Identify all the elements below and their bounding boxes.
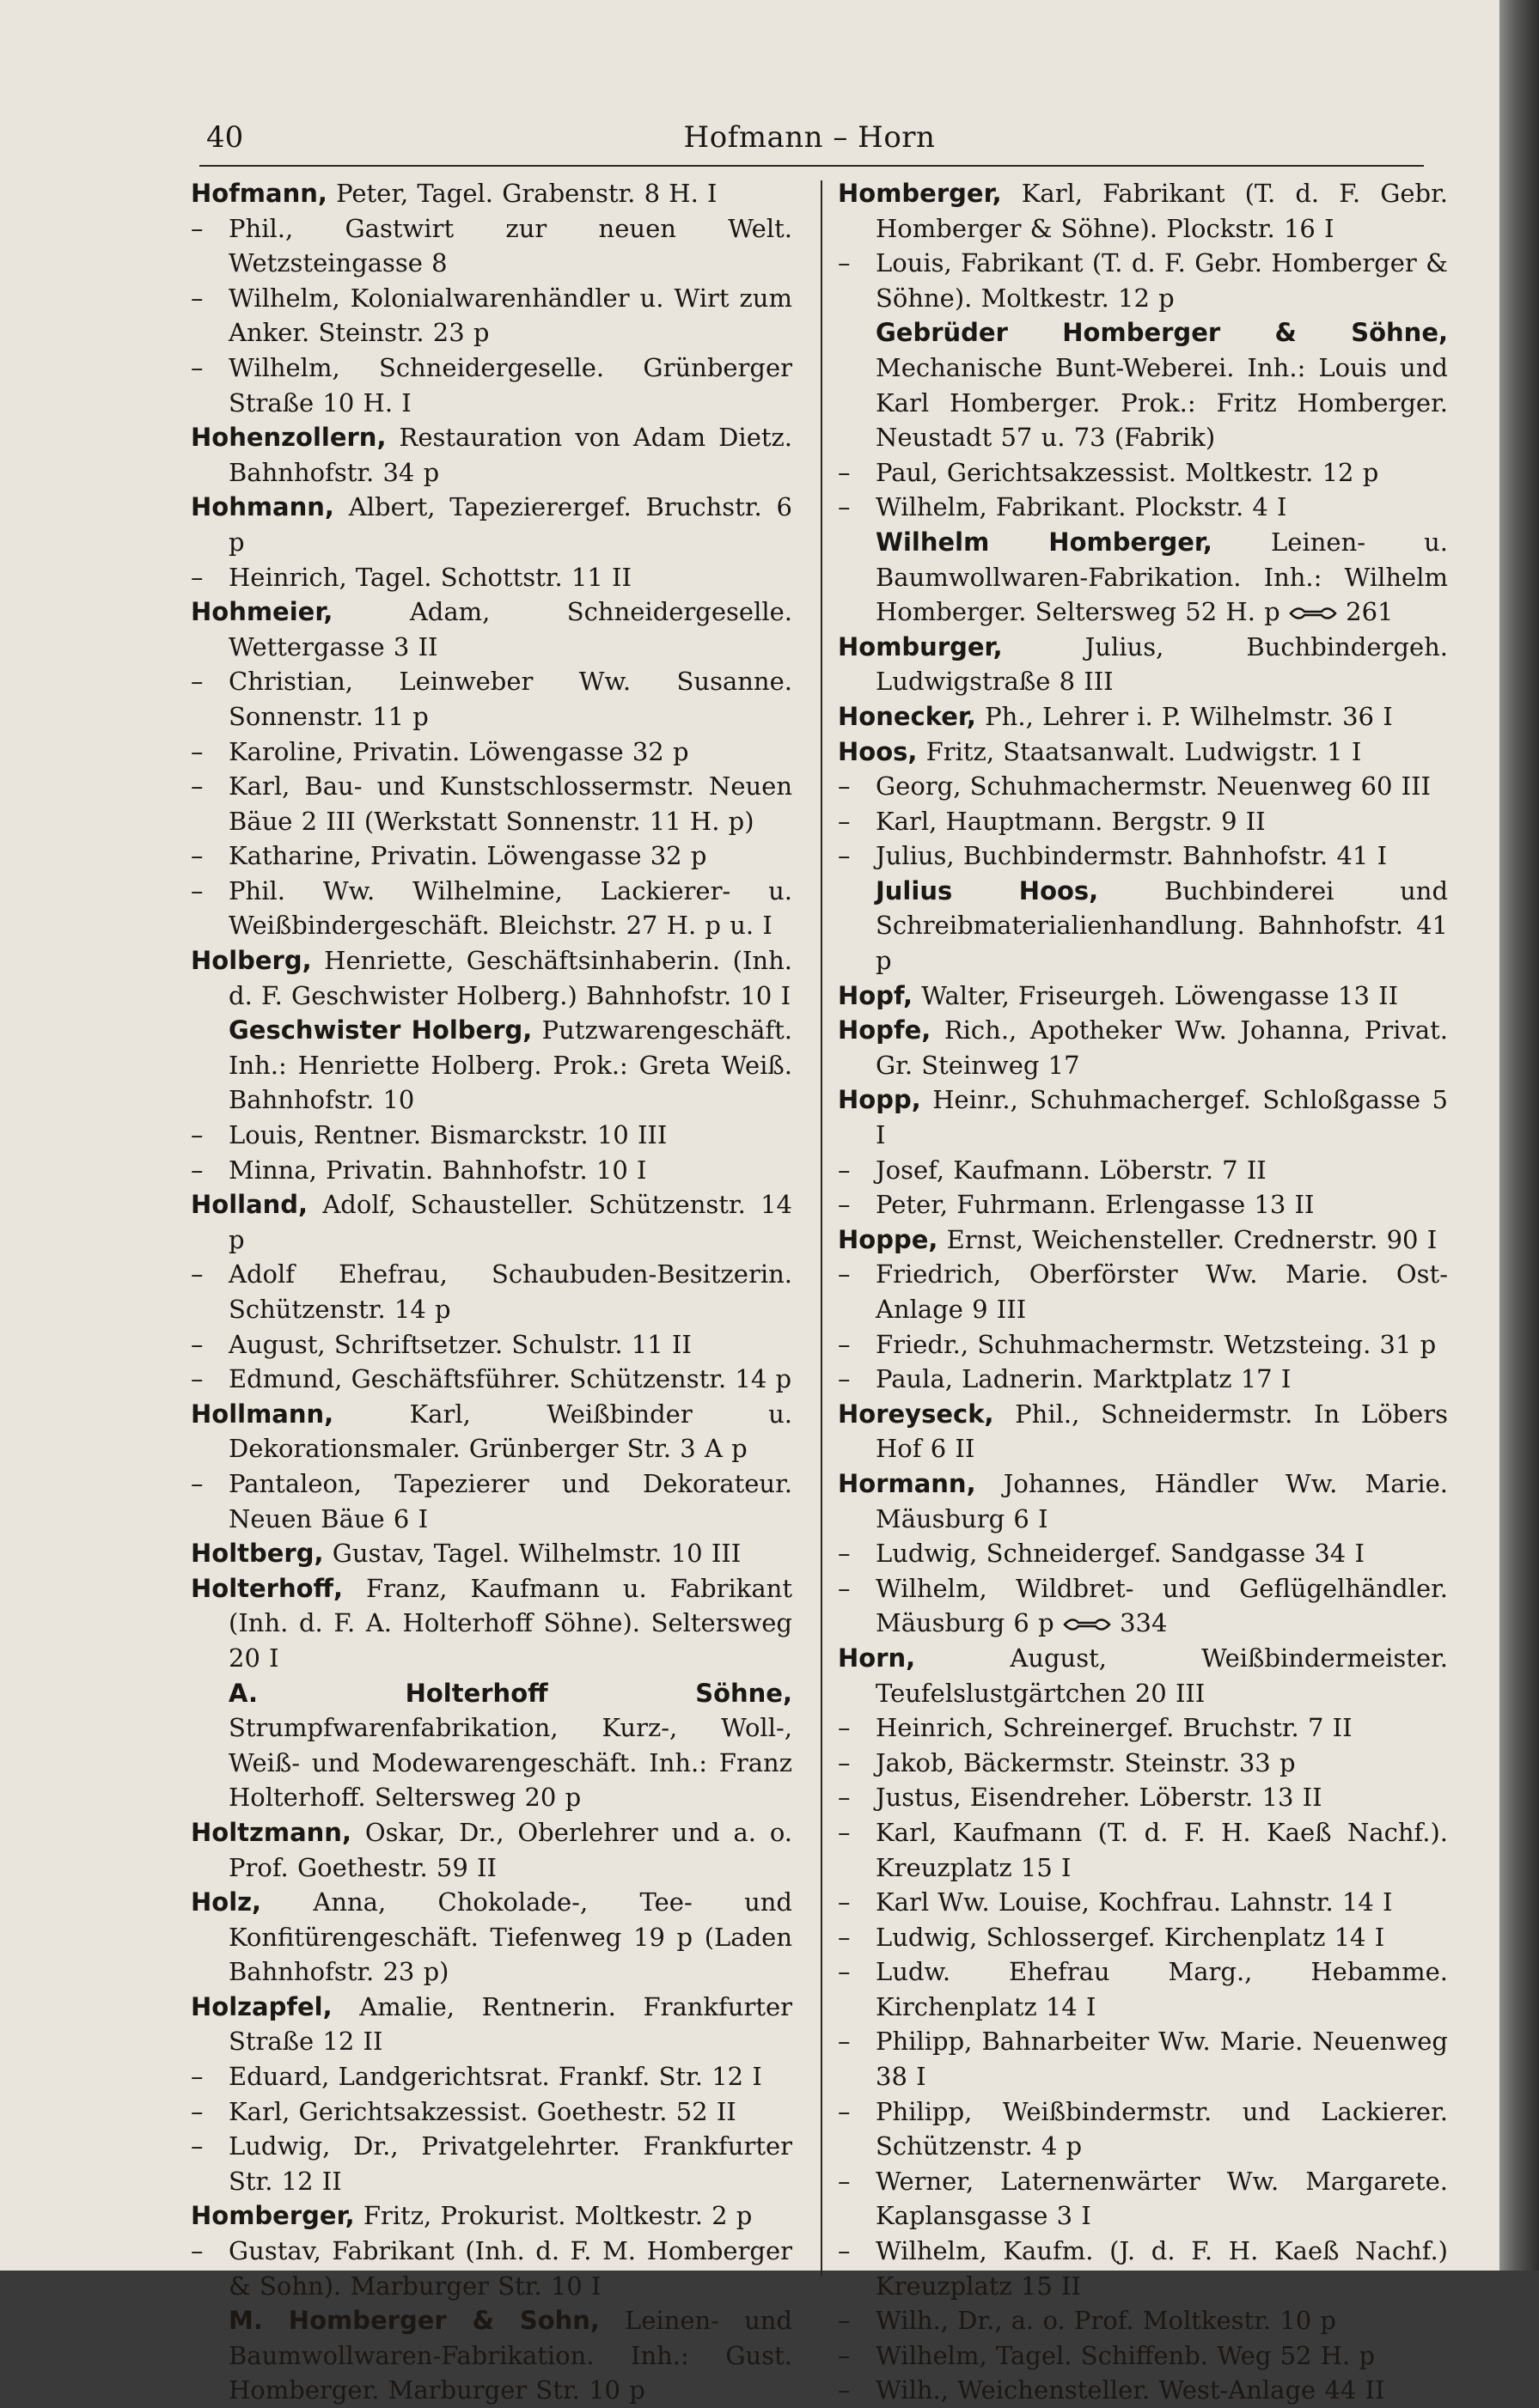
directory-entry bbox=[191, 420, 792, 490]
directory-entry bbox=[838, 1954, 1448, 2024]
directory-entry bbox=[191, 1815, 792, 1885]
directory-entry bbox=[191, 1362, 792, 1397]
entry-name: Holtberg, bbox=[191, 1539, 324, 1569]
ditto-dash: – bbox=[838, 1887, 851, 1917]
ditto-dash: – bbox=[838, 1329, 851, 1359]
directory-entry bbox=[838, 1746, 1448, 1781]
directory-entry bbox=[838, 1536, 1448, 1571]
ditto-dash: – bbox=[838, 1259, 851, 1289]
entry-text: Minna, Privatin. Bahnhofstr. 10 I bbox=[229, 1155, 647, 1185]
directory-entry bbox=[838, 1885, 1448, 1920]
ditto-dash: – bbox=[191, 2062, 204, 2092]
directory-entry bbox=[191, 594, 792, 664]
entry-text: Adolf, Schausteller. Schützenstr. 14 p bbox=[229, 1190, 792, 1254]
entry-text: Restauration von Adam Dietz. Bahnhofstr. 34 p bbox=[229, 423, 793, 487]
entry-name: Geschwister Holberg, bbox=[229, 1015, 533, 1045]
entry-name: Holterhoff, bbox=[191, 1573, 344, 1603]
entry-name: Horeyseck, bbox=[838, 1399, 994, 1429]
entry-name: Horn, bbox=[838, 1643, 916, 1673]
ditto-dash: – bbox=[838, 457, 851, 487]
ditto-dash: – bbox=[838, 1957, 851, 1987]
entry-name: Hopp, bbox=[838, 1085, 921, 1115]
entry-text: Fritz, Prokurist. Moltkestr. 2 p bbox=[363, 2201, 753, 2231]
ditto-dash: – bbox=[191, 736, 204, 766]
directory-entry bbox=[191, 560, 792, 595]
directory-entry bbox=[191, 2059, 792, 2094]
entry-text: Edmund, Geschäftsführer. Schützenstr. 14 p bbox=[229, 1364, 792, 1394]
entry-name: Holz, bbox=[191, 1887, 262, 1917]
directory-entry bbox=[838, 2094, 1448, 2164]
entry-text: Ludwig, Schneidergef. Sandgasse 34 I bbox=[876, 1539, 1365, 1569]
entry-text: Karl, Kaufmann (T. d. F. H. Kaeß Nachf.). Kreuzplatz 15 I bbox=[876, 1817, 1448, 1882]
entry-text: Karl, Gerichtsakzessist. Goethestr. 52 II bbox=[229, 2096, 736, 2126]
entry-text: Philipp, Bahnarbeiter Ww. Marie. Neuenweg 38 I bbox=[876, 2027, 1448, 2092]
phone-number: 261 bbox=[1336, 597, 1394, 627]
firm-entry bbox=[838, 874, 1448, 978]
directory-entry bbox=[838, 1641, 1448, 1710]
entry-name: Holland, bbox=[191, 1190, 308, 1220]
directory-entry bbox=[191, 1885, 792, 1990]
entry-text: Heinrich, Tagel. Schottstr. 11 II bbox=[229, 562, 632, 592]
entry-text: Leinen- u. Baumwollwaren-Fabrikation. Inh.: Wilhelm Homberger. Seltersweg 52 H. p bbox=[876, 527, 1449, 627]
entry-text: Karl, Bau- und Kunstschlossermstr. Neuen Bäue 2 III (Werkstatt Sonnenstr. 11 H. p) bbox=[229, 771, 792, 836]
directory-entry bbox=[838, 978, 1448, 1014]
ditto-dash: – bbox=[191, 2096, 204, 2126]
directory-entry bbox=[838, 1466, 1448, 1536]
directory-entry bbox=[838, 1920, 1448, 1955]
entry-name: M. Homberger & Sohn, bbox=[229, 2306, 600, 2336]
entry-text: Phil., Schneidermstr. In Löbers Hof 6 II bbox=[876, 1399, 1449, 1464]
ditto-dash: – bbox=[838, 1783, 851, 1813]
entry-text: Philipp, Weißbindermstr. und Lackierer. Schützenstr. 4 p bbox=[876, 2096, 1448, 2161]
directory-entry bbox=[191, 1153, 792, 1188]
entry-name: Homberger, bbox=[191, 2201, 355, 2231]
directory-entry bbox=[191, 2129, 792, 2198]
ditto-dash: – bbox=[838, 1155, 851, 1185]
entry-text: Justus, Eisendreher. Löberstr. 13 II bbox=[876, 1783, 1322, 1813]
entry-name: Holtzmann, bbox=[191, 1817, 351, 1847]
directory-entry bbox=[838, 246, 1448, 315]
ditto-dash: – bbox=[191, 283, 204, 313]
entry-text: Wilhelm, Kaufm. (J. d. F. H. Kaeß Nachf.) Kreuzplatz 15 II bbox=[876, 2236, 1448, 2301]
directory-entry bbox=[191, 664, 792, 734]
entry-text: Henriette, Geschäftsinhaberin. (Inh. d. F. Geschwister Holberg.) Bahnhofstr. 10 I bbox=[229, 946, 793, 1010]
entry-text: Friedrich, Oberförster Ww. Marie. Ost-Anlage 9 III bbox=[876, 1259, 1448, 1324]
ditto-dash: – bbox=[838, 492, 851, 522]
entry-text: Karl, Weißbinder u. Dekorationsmaler. Grünberger Str. 3 A p bbox=[229, 1399, 792, 1464]
directory-entry bbox=[838, 2164, 1448, 2234]
entry-text: Oskar, Dr., Oberlehrer und a. o. Prof. Goethestr. 59 II bbox=[229, 1817, 792, 1882]
entry-name: Hopf, bbox=[838, 980, 913, 1010]
entry-text: Christian, Leinweber Ww. Susanne. Sonnenstr. 11 p bbox=[229, 667, 792, 731]
firm-entry bbox=[191, 2303, 792, 2408]
entry-text: Leinen- und Baumwollwaren-Fabrikation. Inh.: Gust. Homberger. Marburger Str. 10 p bbox=[229, 2306, 792, 2405]
entry-name: Hohmann, bbox=[191, 492, 334, 522]
running-title: Hofmann – Horn bbox=[683, 120, 936, 155]
entry-name: Hohmeier, bbox=[191, 597, 333, 627]
ditto-dash: – bbox=[838, 1190, 851, 1220]
phone-number: 334 bbox=[1110, 1608, 1168, 1638]
entry-name: Homberger, bbox=[838, 179, 1002, 208]
directory-entry bbox=[838, 1327, 1448, 1363]
directory-entry bbox=[838, 1362, 1448, 1397]
entry-text: Adolf Ehefrau, Schaubuden-Besitzerin. Schützenstr. 14 p bbox=[229, 1259, 792, 1324]
directory-entry bbox=[191, 176, 792, 211]
ditto-dash: – bbox=[838, 1364, 851, 1394]
directory-entry bbox=[838, 1082, 1448, 1152]
ditto-dash: – bbox=[838, 2306, 851, 2336]
ditto-dash: – bbox=[191, 1120, 204, 1150]
directory-entry bbox=[838, 455, 1448, 491]
ditto-dash: – bbox=[838, 2236, 851, 2266]
entry-name: Gebrüder Homberger & Söhne, bbox=[876, 318, 1448, 348]
directory-entry bbox=[838, 2338, 1448, 2374]
directory-entry bbox=[191, 351, 792, 420]
directory-entry bbox=[838, 2303, 1448, 2338]
directory-entry bbox=[838, 1710, 1448, 1746]
directory-entry bbox=[191, 1397, 792, 1466]
ditto-dash: – bbox=[191, 1329, 204, 1359]
ditto-dash: – bbox=[191, 667, 204, 697]
directory-entry bbox=[838, 1397, 1448, 1466]
entry-text: Karoline, Privatin. Löwengasse 32 p bbox=[229, 736, 689, 766]
directory-entry bbox=[191, 1536, 792, 1571]
ditto-dash: – bbox=[838, 2375, 851, 2405]
directory-entry bbox=[191, 211, 792, 281]
directory-entry bbox=[838, 490, 1448, 525]
entry-name: Julius Hoos, bbox=[876, 875, 1099, 905]
entry-text: Wilh., Weichensteller. West-Anlage 44 II bbox=[876, 2375, 1385, 2405]
entry-text: Ludwig, Dr., Privatgelehrter. Frankfurter Str. 12 II bbox=[229, 2131, 792, 2196]
ditto-dash: – bbox=[191, 1468, 204, 1498]
column-divider bbox=[821, 180, 822, 2277]
entry-text: Franz, Kaufmann u. Fabrikant (Inh. d. F. A. Holterhoff Söhne). Seltersweg 20 I bbox=[229, 1573, 792, 1673]
entry-name: Holberg, bbox=[191, 946, 312, 976]
directory-entry bbox=[838, 2024, 1448, 2094]
ditto-dash: – bbox=[838, 806, 851, 836]
right-column bbox=[838, 176, 1448, 2408]
ditto-dash: – bbox=[191, 1259, 204, 1289]
directory-entry bbox=[191, 943, 792, 1013]
entry-text: Ludwig, Schlossergef. Kirchenplatz 14 I bbox=[876, 1922, 1385, 1952]
entry-text: August, Schriftsetzer. Schulstr. 11 II bbox=[229, 1329, 692, 1359]
entry-text: Katharine, Privatin. Löwengasse 32 p bbox=[229, 841, 707, 871]
ditto-dash: – bbox=[838, 2096, 851, 2126]
ditto-dash: – bbox=[191, 352, 204, 382]
directory-entry bbox=[838, 2373, 1448, 2408]
entry-text: Gustav, Fabrikant (Inh. d. F. M. Homberger & Sohn). Marburger Str. 10 I bbox=[229, 2236, 792, 2301]
entry-text: Karl Ww. Louise, Kochfrau. Lahnstr. 14 I bbox=[876, 1887, 1393, 1917]
entry-text: Ludw. Ehefrau Marg., Hebamme. Kirchenplatz 14 I bbox=[876, 1957, 1448, 2021]
directory-entry bbox=[838, 630, 1448, 699]
entry-text: Albert, Tapezierergef. Bruchstr. 6 p bbox=[229, 492, 792, 557]
entry-name: Honecker, bbox=[838, 701, 976, 731]
entry-text: Johannes, Händler Ww. Marie. Mäusburg 6 I bbox=[876, 1468, 1449, 1533]
directory-entry bbox=[838, 1222, 1448, 1258]
entry-text: Heinr., Schuhmachergef. Schloßgasse 5 I bbox=[876, 1085, 1449, 1150]
directory-entry bbox=[191, 838, 792, 874]
directory-entry bbox=[191, 2198, 792, 2234]
entry-text: Peter, Tagel. Grabenstr. 8 H. I bbox=[336, 179, 718, 208]
entry-text: Eduard, Landgerichtsrat. Frankf. Str. 12 I bbox=[229, 2062, 762, 2092]
entry-name: Homburger, bbox=[838, 631, 1003, 661]
ditto-dash: – bbox=[838, 771, 851, 802]
entry-text: Jakob, Bäckermstr. Steinstr. 33 p bbox=[876, 1747, 1296, 1777]
left-column bbox=[191, 176, 792, 2408]
ditto-dash: – bbox=[191, 771, 204, 802]
page-edge bbox=[1499, 0, 1539, 2271]
entry-text: Strumpfwarenfabrikation, Kurz-, Woll-, Weiß- und Modewarengeschäft. Inh.: Franz Holterhoff. Seltersweg 20 p bbox=[229, 1713, 792, 1813]
ditto-dash: – bbox=[838, 841, 851, 871]
directory-entry bbox=[191, 874, 792, 943]
ditto-dash: – bbox=[838, 248, 851, 278]
ditto-dash: – bbox=[838, 1573, 851, 1603]
directory-entry bbox=[838, 1815, 1448, 1885]
directory-entry bbox=[838, 699, 1448, 735]
entry-name: Hofmann, bbox=[191, 179, 327, 208]
entry-text: Julius, Buchbindergeh. Ludwigstraße 8 III bbox=[876, 631, 1448, 697]
directory-entry bbox=[838, 769, 1448, 804]
directory-entry bbox=[191, 1466, 792, 1536]
directory-entry bbox=[838, 838, 1448, 874]
ditto-dash: – bbox=[838, 2027, 851, 2057]
entry-text: Phil., Gastwirt zur neuen Welt. Wetzsteingasse 8 bbox=[229, 213, 792, 278]
entry-text: Wilhelm, Tagel. Schiffenb. Weg 52 H. p bbox=[876, 2340, 1376, 2370]
directory-entry bbox=[838, 735, 1448, 770]
entry-text: Wilhelm, Wildbret- und Geflügelhändler. Mäusburg 6 p bbox=[876, 1573, 1448, 1638]
entry-name: Wilhelm Homberger, bbox=[876, 527, 1212, 557]
entry-text: Rich., Apotheker Ww. Johanna, Privat. Gr. Steinweg 17 bbox=[876, 1015, 1448, 1080]
entry-text: Adam, Schneidergeselle. Wettergasse 3 II bbox=[229, 597, 792, 661]
entry-text: Josef, Kaufmann. Löberstr. 7 II bbox=[876, 1155, 1267, 1185]
ditto-dash: – bbox=[191, 213, 204, 243]
entry-text: Phil. Ww. Wilhelmine, Lackierer- u. Weißbindergeschäft. Bleichstr. 27 H. p u. I bbox=[229, 875, 792, 941]
entry-text: Ph., Lehrer i. P. Wilhelmstr. 36 I bbox=[985, 701, 1393, 731]
ditto-dash: – bbox=[191, 1155, 204, 1185]
entry-text: Buchbinderei und Schreibmaterialienhandlung. Bahnhofstr. 41 p bbox=[876, 875, 1449, 976]
page-header bbox=[199, 120, 1420, 163]
directory-entry bbox=[191, 1118, 792, 1153]
entry-name: Holzapfel, bbox=[191, 1991, 333, 2021]
ditto-dash: – bbox=[838, 1539, 851, 1569]
ditto-dash: – bbox=[191, 562, 204, 592]
ditto-dash: – bbox=[191, 875, 204, 905]
entry-name: Hopfe, bbox=[838, 1015, 931, 1045]
entry-text: Georg, Schuhmachermstr. Neuenweg 60 III bbox=[876, 771, 1431, 802]
directory-entry bbox=[838, 1571, 1448, 1641]
firm-entry bbox=[191, 1676, 792, 1815]
directory-entry bbox=[191, 1257, 792, 1326]
ditto-dash: – bbox=[191, 841, 204, 871]
ditto-dash: – bbox=[838, 1713, 851, 1743]
entry-text: Karl, Hauptmann. Bergstr. 9 II bbox=[876, 806, 1266, 836]
firm-entry bbox=[838, 525, 1448, 630]
entry-text: Wilhelm, Kolonialwarenhändler u. Wirt zum Anker. Steinstr. 23 p bbox=[229, 283, 792, 348]
directory-entry bbox=[191, 2234, 792, 2303]
ditto-dash: – bbox=[191, 2236, 204, 2266]
entry-text: Wilh., Dr., a. o. Prof. Moltkestr. 10 p bbox=[876, 2306, 1336, 2336]
entry-text: Walter, Friseurgeh. Löwengasse 13 II bbox=[921, 980, 1399, 1010]
firm-entry bbox=[838, 315, 1448, 454]
entry-text: Paula, Ladnerin. Marktplatz 17 I bbox=[876, 1364, 1292, 1394]
entry-text: Julius, Buchbindermstr. Bahnhofstr. 41 I bbox=[876, 841, 1388, 871]
entry-text: Wilhelm, Schneidergeselle. Grünberger Straße 10 H. I bbox=[229, 352, 792, 418]
entry-text: Karl, Fabrikant (T. d. F. Gebr. Homberger & Söhne). Plockstr. 16 I bbox=[876, 179, 1448, 243]
entry-name: Hormann, bbox=[838, 1468, 976, 1498]
directory-entry bbox=[191, 490, 792, 559]
entry-text: Werner, Laternenwärter Ww. Margarete. Kaplansgasse 3 I bbox=[876, 2166, 1448, 2231]
directory-entry bbox=[191, 1571, 792, 1676]
directory-entry bbox=[191, 1990, 792, 2059]
telephone-icon bbox=[1289, 606, 1337, 621]
directory-entry bbox=[838, 176, 1448, 246]
ditto-dash: – bbox=[838, 1747, 851, 1777]
ditto-dash: – bbox=[838, 2166, 851, 2196]
ditto-dash: – bbox=[838, 1817, 851, 1847]
directory-entry bbox=[191, 1327, 792, 1363]
entry-name: Hohenzollern, bbox=[191, 423, 387, 453]
telephone-icon bbox=[1063, 1617, 1111, 1632]
directory-entry bbox=[838, 1780, 1448, 1815]
entry-text: Fritz, Staatsanwalt. Ludwigstr. 1 I bbox=[925, 736, 1362, 766]
directory-entry bbox=[838, 1257, 1448, 1326]
ditto-dash: – bbox=[838, 1922, 851, 1952]
ditto-dash: – bbox=[191, 2131, 204, 2161]
directory-entry bbox=[838, 804, 1448, 839]
entry-text: Gustav, Tagel. Wilhelmstr. 10 III bbox=[332, 1539, 742, 1569]
header-rule bbox=[199, 165, 1424, 167]
entry-text: Friedr., Schuhmachermstr. Wetzsteing. 31 p bbox=[876, 1329, 1437, 1359]
firm-entry bbox=[191, 1013, 792, 1118]
entry-name: Hoos, bbox=[838, 736, 918, 766]
entry-text: Mechanische Bunt-Weberei. Inh.: Louis und Karl Homberger. Prok.: Fritz Homberger. Neustadt 57 u. 73 (Fabrik) bbox=[876, 352, 1448, 453]
directory-entry bbox=[838, 2234, 1448, 2303]
ditto-dash: – bbox=[838, 2340, 851, 2370]
entry-text: Louis, Fabrikant (T. d. F. Gebr. Homberger & Söhne). Moltkestr. 12 p bbox=[876, 248, 1448, 313]
directory-entry bbox=[191, 735, 792, 770]
directory-entry bbox=[191, 2094, 792, 2130]
entry-text: Louis, Rentner. Bismarckstr. 10 III bbox=[229, 1120, 668, 1150]
directory-entry bbox=[838, 1187, 1448, 1222]
entry-name: Hollmann, bbox=[191, 1399, 334, 1429]
ditto-dash: – bbox=[191, 1364, 204, 1394]
entry-text: Amalie, Rentnerin. Frankfurter Straße 12 II bbox=[229, 1991, 792, 2057]
directory-entry bbox=[191, 769, 792, 838]
entry-text: Heinrich, Schreinergef. Bruchstr. 7 II bbox=[876, 1713, 1353, 1743]
entry-text: Ernst, Weichensteller. Crednerstr. 90 I bbox=[946, 1224, 1438, 1254]
entry-text: August, Weißbindermeister. Teufelslustgärtchen 20 III bbox=[876, 1643, 1449, 1708]
entry-text: Putzwarengeschäft. Inh.: Henriette Holberg. Prok.: Greta Weiß. Bahnhofstr. 10 bbox=[229, 1015, 792, 1115]
directory-entry bbox=[838, 1153, 1448, 1188]
entry-text: Pantaleon, Tapezierer und Dekorateur. Neuen Bäue 6 I bbox=[229, 1468, 792, 1533]
entry-text: Anna, Chokolade-, Tee- und Konfitürengeschäft. Tiefenweg 19 p (Laden Bahnhofstr. 23 p) bbox=[229, 1887, 792, 1987]
entry-name: A. Holterhoff Söhne, bbox=[229, 1678, 792, 1708]
entry-name: Hoppe, bbox=[838, 1224, 938, 1254]
entry-text: Wilhelm, Fabrikant. Plockstr. 4 I bbox=[876, 492, 1287, 522]
directory-entry bbox=[838, 1013, 1448, 1082]
directory-entry bbox=[191, 281, 792, 351]
directory-entry bbox=[191, 1187, 792, 1257]
entry-text: Paul, Gerichtsakzessist. Moltkestr. 12 p bbox=[876, 457, 1379, 487]
entry-text: Peter, Fuhrmann. Erlengasse 13 II bbox=[876, 1190, 1315, 1220]
page-number: 40 bbox=[206, 120, 244, 155]
